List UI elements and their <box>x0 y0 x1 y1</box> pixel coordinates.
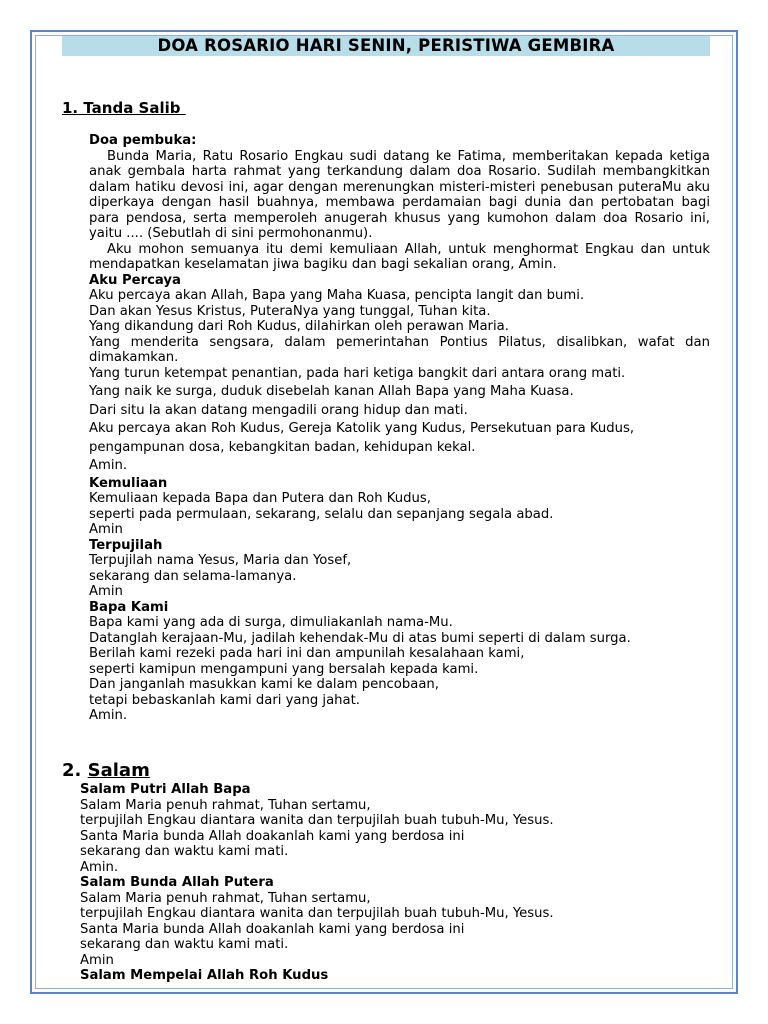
salam-putri-line: Salam Maria penuh rahmat, Tuhan sertamu, <box>80 797 371 813</box>
salam-bunda-line: sekarang dan waktu kami mati. <box>80 937 289 952</box>
aku-percaya-line: Amin. <box>89 458 128 473</box>
aku-percaya-line: Dari situ Ia akan datang mengadili orang hidup dan mati. <box>89 402 468 418</box>
bapa-kami-line: Amin. <box>89 708 128 723</box>
aku-percaya-line: Yang menderita sengsara, dalam pemerintahan Pontius Pilatus, disalibkan, wafat dan dimakamkan. <box>89 334 710 365</box>
page-title: DOA ROSARIO HARI SENIN, PERISTIWA GEMBIRA <box>62 36 710 56</box>
kemuliaan-heading: Kemuliaan <box>89 475 168 491</box>
salam-putri-line: sekarang dan waktu kami mati. <box>80 844 289 859</box>
bapa-kami-line: Berilah kami rezeki pada hari ini dan ampunilah kesalahaan kami, <box>89 646 525 661</box>
kemuliaan-line: Kemuliaan kepada Bapa dan Putera dan Roh Kudus, <box>89 491 431 506</box>
salam-bunda-heading: Salam Bunda Allah Putera <box>80 875 274 890</box>
aku-percaya-line: Yang naik ke surga, duduk disebelah kanan Allah Bapa yang Maha Kuasa. <box>89 384 574 399</box>
salam-bunda-line: Amin <box>80 952 114 968</box>
section-heading-salam <box>62 760 150 781</box>
bapa-kami-heading: Bapa Kami <box>89 599 169 615</box>
salam-bunda-line: terpujilah Engkau diantara wanita dan terpujilah buah tubuh-Mu, Yesus. <box>80 906 554 921</box>
section-number: 2. <box>62 760 88 781</box>
terpujilah-line: Amin <box>89 584 123 599</box>
bapa-kami-line: seperti kamipun mengampuni yang bersalah kepada kami. <box>89 661 479 677</box>
aku-percaya-line: Dan akan Yesus Kristus, PuteraNya yang tunggal, Tuhan kita. <box>89 303 491 319</box>
salam-bunda-line: Santa Maria bunda Allah doakanlah kami yang berdosa ini <box>80 921 465 937</box>
doa-pembuka-paragraph-1: Bunda Maria, Ratu Rosario Engkau sudi datang ke Fatima, memberitakan kepada ketiga anak gembala harta rahmat yang terkandung dalam doa Rosario. Sudilah membangkitkan dalam hatiku devosi ini, agar dengan merenungkan misteri-misteri penebusan puteraMu aku diperkaya dengan hasil buahnya, membawa perdamaian bagi dunia dan pertobatan bagi para pendosa, serta memperoleh anugerah khusus yang kumohon dalam doa Rosario ini, yaitu .... (Sebutlah di sini permohonanmu). <box>89 148 710 241</box>
aku-percaya-line: Aku percaya akan Allah, Bapa yang Maha Kuasa, pencipta langit dan bumi. <box>89 288 585 303</box>
salam-putri-heading: Salam Putri Allah Bapa <box>80 782 251 797</box>
salam-bunda-line: Salam Maria penuh rahmat, Tuhan sertamu, <box>80 890 371 906</box>
section-tanda-salib <box>89 133 710 724</box>
kemuliaan-line: seperti pada permulaan, sekarang, selalu dan sepanjang segala abad. <box>89 506 554 522</box>
bapa-kami-line: Datanglah kerajaan-Mu, jadilah kehendak-Mu di atas bumi seperti di dalam surga. <box>89 630 631 646</box>
salam-putri-line: terpujilah Engkau diantara wanita dan terpujilah buah tubuh-Mu, Yesus. <box>80 813 554 828</box>
salam-mempelai-heading: Salam Mempelai Allah Roh Kudus <box>80 968 329 983</box>
section-heading-tanda-salib: 1. Tanda Salib <box>62 99 186 117</box>
aku-percaya-line: Yang dikandung dari Roh Kudus, dilahirkan oleh perawan Maria. <box>89 319 509 334</box>
doa-pembuka-heading: Doa pembuka: <box>89 133 197 148</box>
aku-percaya-line: pengampunan dosa, kebangkitan badan, kehidupan kekal. <box>89 439 476 455</box>
bapa-kami-line: tetapi bebaskanlah kami dari yang jahat. <box>89 692 360 708</box>
section-salam <box>80 782 710 984</box>
salam-putri-line: Santa Maria bunda Allah doakanlah kami yang berdosa ini <box>80 828 465 844</box>
terpujilah-heading: Terpujilah <box>89 537 163 553</box>
aku-percaya-line: Aku percaya akan Roh Kudus, Gereja Katolik yang Kudus, Persekutuan para Kudus, <box>89 421 635 436</box>
terpujilah-line: Terpujilah nama Yesus, Maria dan Yosef, <box>89 553 352 568</box>
terpujilah-line: sekarang dan selama-lamanya. <box>89 568 297 584</box>
aku-percaya-heading: Aku Percaya <box>89 272 181 288</box>
section-label: Salam <box>87 760 150 781</box>
bapa-kami-line: Bapa kami yang ada di surga, dimuliakanlah nama-Mu. <box>89 615 453 630</box>
salam-putri-line: Amin. <box>80 859 119 875</box>
kemuliaan-line: Amin <box>89 522 123 537</box>
doa-pembuka-paragraph-2: Aku mohon semuanya itu demi kemuliaan Allah, untuk menghormat Engkau dan untuk mendapatkan keselamatan jiwa bagiku dan bagi sekalian orang, Amin. <box>89 241 710 272</box>
aku-percaya-line: Yang turun ketempat penantian, pada hari ketiga bangkit dari antara orang mati. <box>89 365 626 381</box>
bapa-kami-line: Dan janganlah masukkan kami ke dalam pencobaan, <box>89 677 439 692</box>
